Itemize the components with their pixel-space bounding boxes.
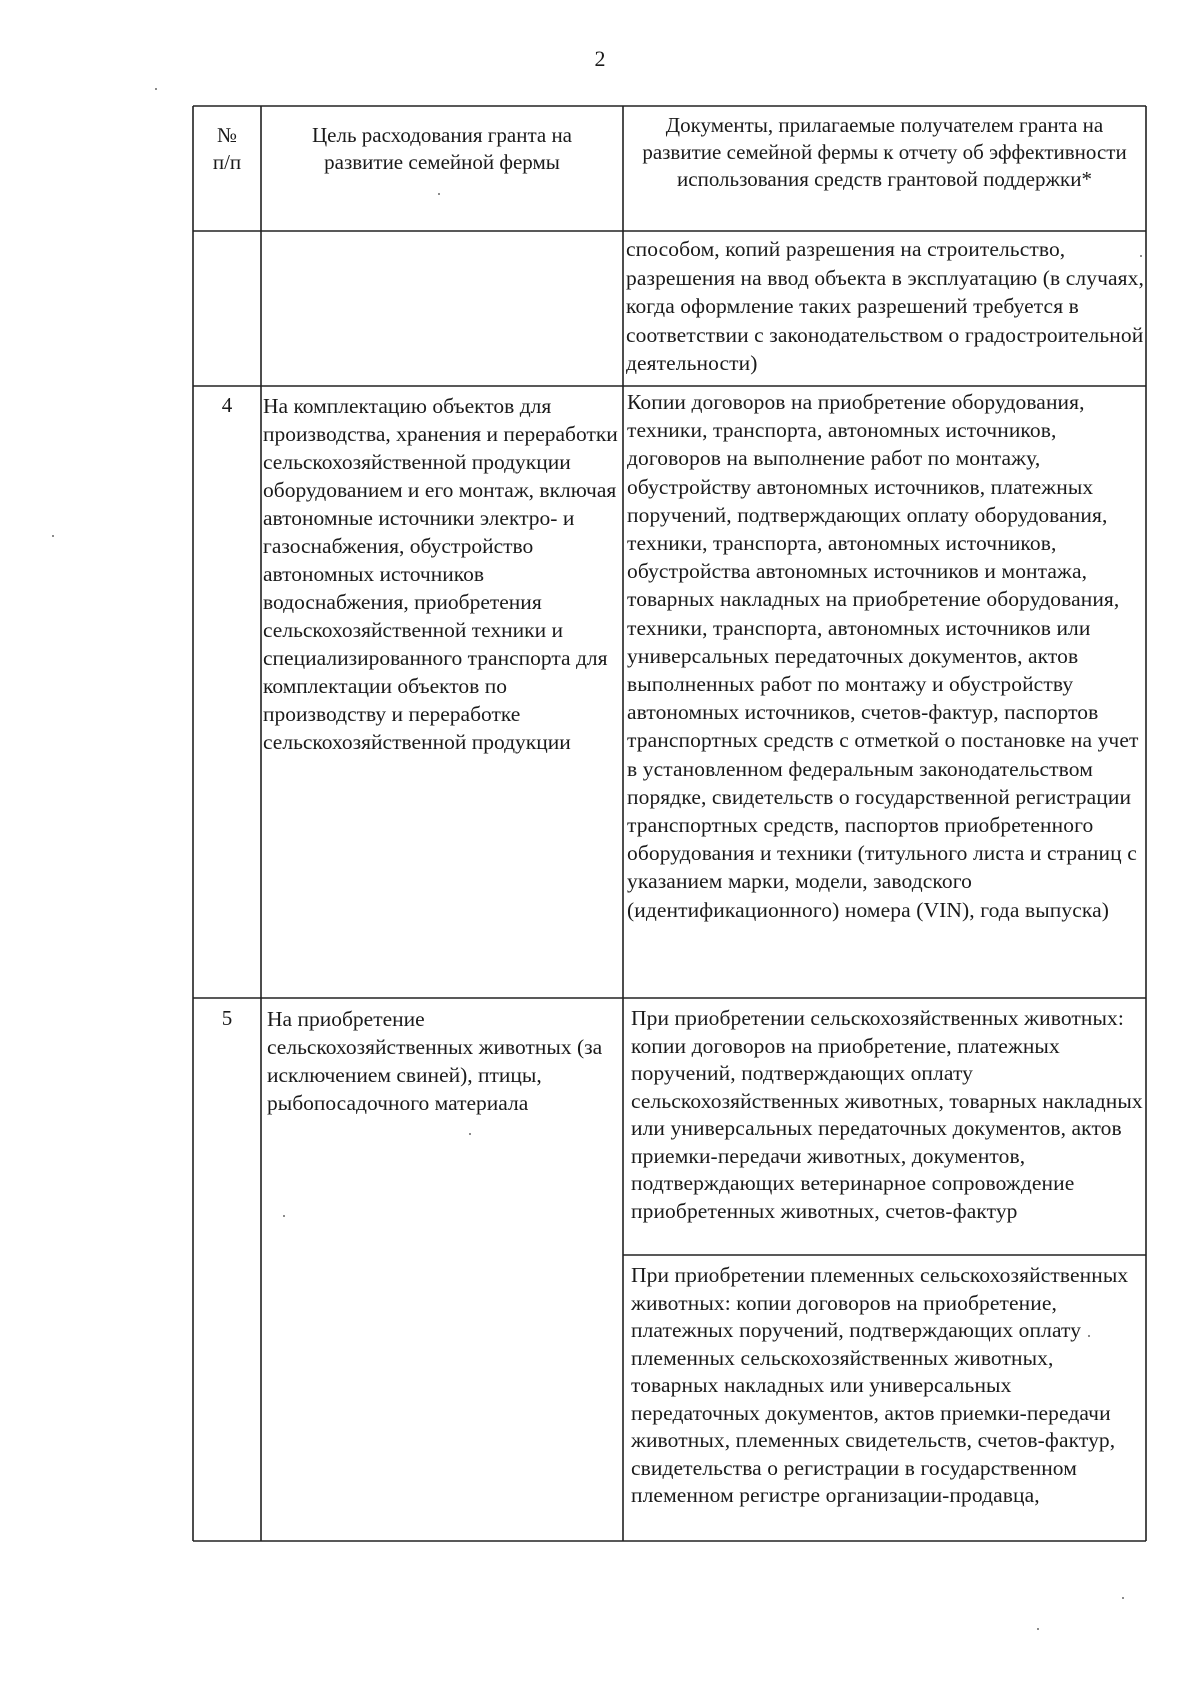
- scan-speck: [1037, 1628, 1039, 1630]
- scan-speck: [1122, 1597, 1124, 1599]
- row-5-number: 5: [221, 1006, 233, 1030]
- row-continuation-documents: способом, копий разрешения на строительство, разрешения на ввод объекта в эксплуатацию (в случаях, когда оформление таких разрешений требуется в соответствии с законодательством о градостроительной деятельности): [626, 237, 1144, 375]
- scan-speck: [438, 193, 440, 195]
- scan-speck: [1088, 1335, 1090, 1337]
- scan-speck: [469, 1133, 471, 1135]
- header-documents: Документы, прилагаемые получателем гранта на развитие семейной фермы к отчету об эффективности использования средств грантовой поддержки*: [642, 113, 1127, 191]
- scan-speck: [283, 1215, 285, 1217]
- page-number: 2: [594, 46, 606, 71]
- row-4-number: 4: [221, 393, 233, 417]
- row-5-documents-breeding: При приобретении племенных сельскохозяйственных животных: копии договоров на приобретение, платежных поручений, подтверждающих оплату племенных сельскохозяйственных животных, товарных накладных или универсальных передаточных документов, актов приемки-передачи животных, племенных свидетельств, счетов-фактур, свидетельства о регистрации в государственном племенном регистре организации-продавца,: [631, 1263, 1129, 1507]
- header-purpose: Цель расходования гранта на развитие семейной фермы: [311, 123, 573, 174]
- scan-speck: [1140, 255, 1142, 257]
- row-4-documents: Копии договоров на приобретение оборудования, техники, транспорта, автономных источников, договоров на выполнение работ по монтажу, обустройству автономных источников, платежных поручений, подтверждающих оплату оборудования, техники, транспорта, автономных источников, обустройства автономных источников и монтажа, товарных накладных на приобретение оборудования, техники, транспорта, автономных источников или универсальных передаточных документов, актов выполненных работ по монтажу и обустройству автономных источников, счетов-фактур, паспортов транспортных средств с отметкой о постановке на учет в установленном федеральным законодательством порядке, свидетельств о государственной регистрации транспортных средств, паспортов приобретенного оборудования и техники (титульного листа и страниц с указанием марки, модели, заводского (идентификационного) номера (VIN), года выпуска): [627, 390, 1139, 922]
- scan-speck: [52, 535, 54, 537]
- header-number: № п/п: [212, 123, 242, 174]
- row-5-documents-animals: При приобретении сельскохозяйственных животных: копии договоров на приобретение, платежных поручений, подтверждающих оплату сельскохозяйственных животных, товарных накладных или универсальных передаточных документов, актов приемки-передачи животных, документов, подтверждающих ветеринарное сопровождение приобретенных животных, счетов-фактур: [631, 1006, 1143, 1223]
- scan-speck: [155, 88, 157, 90]
- row-4-purpose: На комплектацию объектов для производства, хранения и переработки сельскохозяйственной продукции оборудованием и его монтаж, включая автономные источники электро- и газоснабжения, обустройство автономных источников водоснабжения, приобретения сельскохозяйственной техники и специализированного транспорта для комплектации объектов по производству и переработке сельскохозяйственной продукции: [263, 394, 618, 754]
- row-5-purpose: На приобретение сельскохозяйственных животных (за исключением свиней), птицы, рыбопосадочного материала: [267, 1007, 603, 1115]
